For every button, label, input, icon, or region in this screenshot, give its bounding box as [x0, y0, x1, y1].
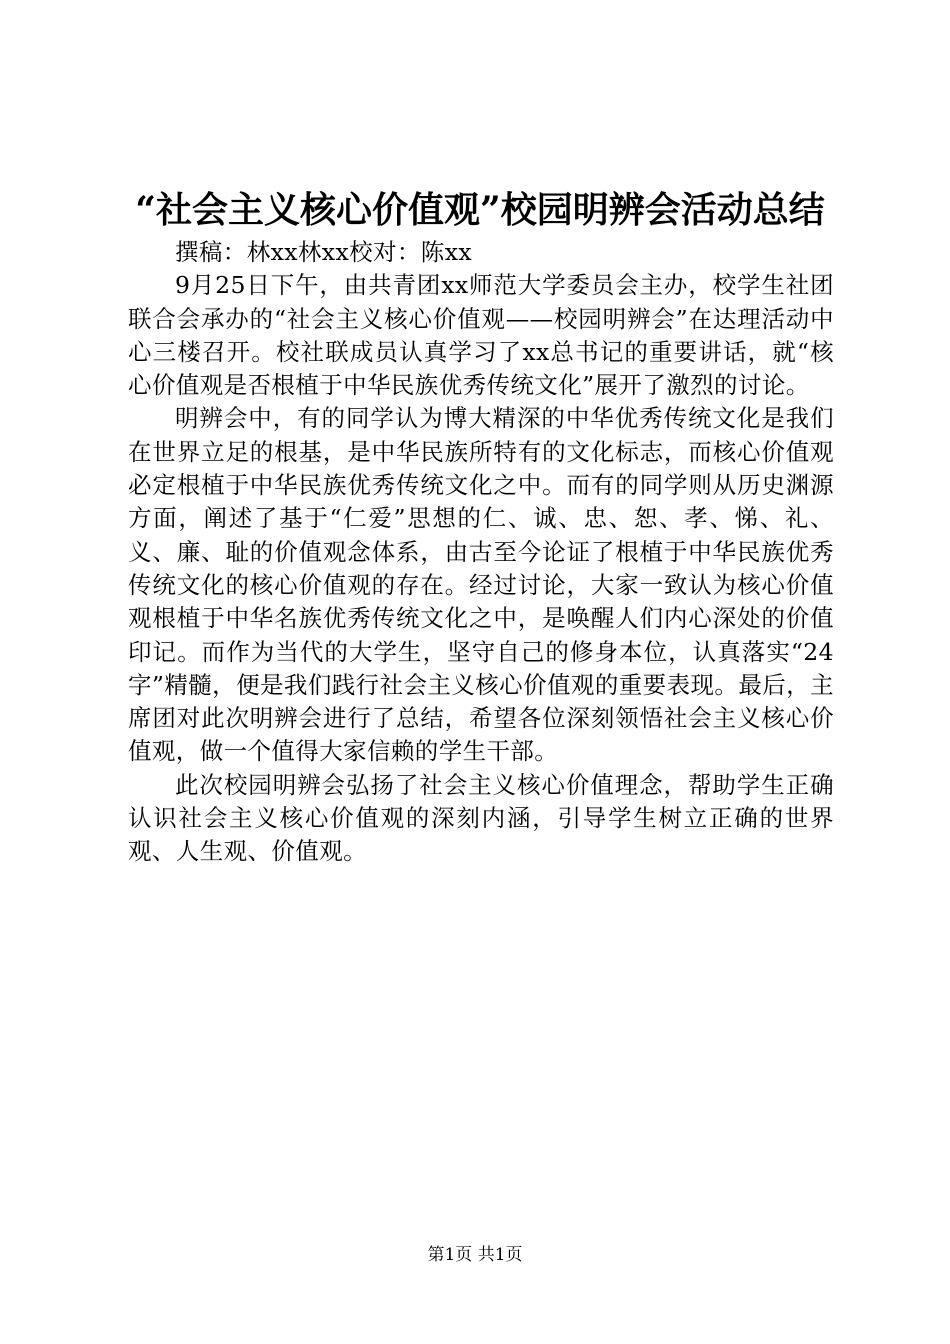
paragraph-1: 9月25日下午，由共青团xx师范大学委员会主办，校学生社团联合会承办的“社会主义核心价值观——校园明辨会”在达理活动中心三楼召开。校社联成员认真学习了xx总书记的重要讲话，就“核心价值观是否根植于中华民族优秀传统文化”展开了激烈的讨论。	[128, 271, 834, 400]
document-body	[128, 236, 834, 869]
document-title: “社会主义核心价值观”校园明辨会活动总结	[135, 189, 825, 231]
paragraph-2: 明辨会中，有的同学认为博大精深的中华优秀传统文化是我们在世界立足的根基，是中华民族所特有的文化标志，而核心价值观必定根植于中华民族优秀传统文化之中。而有的同学则从历史渊源方面，阐述了基于“仁爱”思想的仁、诚、忠、恕、孝、悌、礼、义、廉、耻的价值观念体系，由古至今论证了根植于中华民族优秀传统文化的核心价值观的存在。经过讨论，大家一致认为核心价值观根植于中华名族优秀传统文化之中，是唤醒人们内心深处的价值印记。而作为当代的大学生，坚守自己的修身本位，认真落实“24字”精髓，便是我们践行社会主义核心价值观的重要表现。最后，主席团对此次明辨会进行了总结，希望各位深刻领悟社会主义核心价值观，做一个值得大家信赖的学生干部。	[128, 404, 834, 766]
page-number-footer: 第1页 共1页	[427, 1245, 523, 1265]
byline: 撰稿：林xx林xx校对：陈xx	[175, 238, 473, 266]
paragraph-3: 此次校园明辨会弘扬了社会主义核心价值理念，帮助学生正确认识社会主义核心价值观的深刻内涵，引导学生树立正确的世界观、人生观、价值观。	[128, 770, 834, 866]
